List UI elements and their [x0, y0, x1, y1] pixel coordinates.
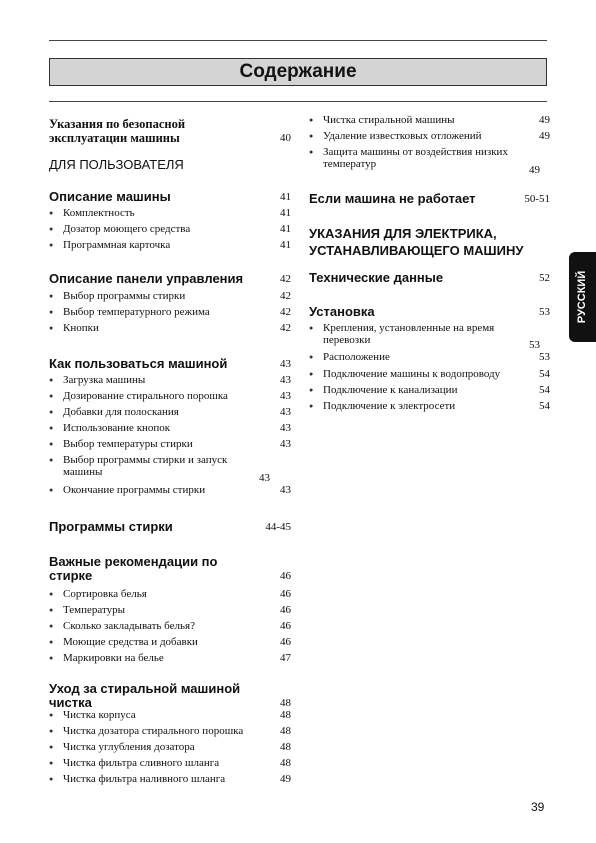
toc-item[interactable]: ● Маркировки на белье 47 — [49, 652, 291, 664]
page-number: 39 — [531, 800, 545, 814]
toc-heading-title: Установка — [309, 304, 375, 319]
toc-item[interactable]: ● Подключение к канализации 54 — [309, 384, 550, 396]
toc-item[interactable]: ● Чистка корпуса 48 — [49, 709, 291, 721]
toc-heading-title: Описание машины — [49, 189, 171, 204]
toc-item[interactable]: ● Выбор температуры стирки 43 — [49, 438, 291, 450]
title-underline — [49, 101, 547, 102]
bullet-icon: ● — [49, 590, 54, 598]
toc-item[interactable]: ● Расположение 53 — [309, 351, 550, 363]
bullet-icon: ● — [49, 324, 54, 332]
bullet-icon: ● — [49, 654, 54, 662]
toc-heading-title: Программы стирки — [49, 519, 173, 534]
section-header-user: ДЛЯ ПОЛЬЗОВАТЕЛЯ — [49, 157, 184, 172]
toc-item[interactable]: ● Крепления, установленные на время перевозки 53 — [309, 322, 540, 351]
toc-item[interactable]: ● Чистка фильтра сливного шланга 48 — [49, 757, 291, 769]
toc-list-care — [49, 709, 291, 789]
bullet-icon: ● — [49, 424, 54, 432]
toc-heading-usage[interactable] — [49, 357, 291, 371]
toc-item[interactable]: ● Сколько закладывать белья? 46 — [49, 620, 291, 632]
toc-heading-title: Если машина не работает — [309, 191, 476, 206]
toc-page: 53 — [539, 306, 550, 318]
toc-item[interactable]: ● Чистка углубления дозатора 48 — [49, 741, 291, 753]
bullet-icon: ● — [309, 402, 314, 410]
toc-heading-title: Описание панели управления — [49, 271, 244, 286]
toc-item[interactable]: ● Выбор программы стирки и запуск машины 43 — [49, 454, 270, 484]
top-rule — [49, 40, 547, 41]
bullet-icon: ● — [309, 370, 314, 378]
toc-heading-install[interactable] — [309, 305, 550, 319]
bullet-icon: ● — [309, 386, 314, 394]
bullet-icon: ● — [49, 376, 54, 384]
bullet-icon: ● — [309, 132, 314, 140]
toc-page: 43 — [280, 358, 291, 370]
bullet-icon: ● — [49, 486, 54, 494]
toc-heading-programs[interactable] — [49, 520, 291, 534]
toc-list-panel — [49, 290, 291, 338]
toc-item[interactable]: ● Выбор программы стирки 42 — [49, 290, 291, 302]
toc-page: 44-45 — [265, 521, 291, 533]
toc-item[interactable]: ● Моющие средства и добавки 46 — [49, 636, 291, 648]
toc-item[interactable]: ● Использование кнопок 43 — [49, 422, 291, 434]
toc-item[interactable]: ● Окончание программы стирки 43 — [49, 484, 291, 496]
toc-list-recommendations — [49, 588, 291, 668]
toc-item[interactable]: ● Чистка стиральной машины 49 — [309, 114, 550, 126]
toc-item[interactable]: ● Подключение к электросети 54 — [309, 400, 550, 412]
toc-heading-title: Как пользоваться машиной — [49, 356, 228, 371]
toc-list-machine — [49, 207, 291, 255]
toc-page: 40 — [280, 132, 291, 144]
bullet-icon: ● — [49, 606, 54, 614]
bullet-icon: ● — [49, 622, 54, 630]
toc-page: 42 — [280, 273, 291, 285]
section-header-electrician: УКАЗАНИЯ ДЛЯ ЭЛЕКТРИКА, УСТАНАВЛИВАЮЩЕГО МАШИНУ — [309, 226, 524, 258]
toc-item[interactable]: ● Дозатор моющего средства 41 — [49, 223, 291, 235]
bullet-icon: ● — [49, 759, 54, 767]
bullet-icon: ● — [49, 727, 54, 735]
toc-heading-recommendations[interactable] — [49, 555, 291, 583]
bullet-icon: ● — [49, 456, 54, 464]
toc-page: 48 — [280, 697, 291, 709]
bullet-icon: ● — [309, 324, 314, 332]
toc-item[interactable]: ● Защита машины от воздействия низких температур 49 — [309, 146, 540, 176]
toc-item[interactable]: ● Температуры 46 — [49, 604, 291, 616]
toc-page: 41 — [280, 191, 291, 203]
toc-item[interactable]: ● Подключение машины к водопроводу 54 — [309, 368, 550, 380]
toc-heading-tech[interactable] — [309, 271, 550, 285]
toc-list-care-continued — [309, 114, 550, 176]
bullet-icon: ● — [49, 408, 54, 416]
bullet-icon: ● — [309, 353, 314, 361]
toc-heading-title: Технические данные — [309, 270, 444, 285]
bullet-icon: ● — [49, 241, 54, 249]
page-title: Содержание — [49, 58, 547, 86]
toc-item[interactable]: ● Загрузка машины 43 — [49, 374, 291, 386]
toc-list-install — [309, 322, 550, 416]
toc-item[interactable]: ● Кнопки 42 — [49, 322, 291, 334]
toc-item[interactable]: ● Чистка дозатора стирального порошка 48 — [49, 725, 291, 737]
toc-item[interactable]: ● Программная карточка 41 — [49, 239, 291, 251]
toc-item[interactable]: ● Выбор температурного режима 42 — [49, 306, 291, 318]
toc-page: 50-51 — [524, 193, 550, 205]
bullet-icon: ● — [309, 148, 314, 156]
toc-heading-title: Уход за стиральной машиной чистка — [49, 681, 241, 710]
toc-heading-trouble[interactable] — [309, 192, 550, 206]
bullet-icon: ● — [309, 116, 314, 124]
toc-item[interactable]: ● Добавки для полоскания 43 — [49, 406, 291, 418]
toc-entry-safety[interactable] — [49, 117, 291, 145]
bullet-icon: ● — [49, 440, 54, 448]
toc-page: 46 — [280, 570, 291, 582]
bullet-icon: ● — [49, 392, 54, 400]
bullet-icon: ● — [49, 743, 54, 751]
toc-item[interactable]: ● Дозирование стирального порошка 43 — [49, 390, 291, 402]
bullet-icon: ● — [49, 775, 54, 783]
toc-item[interactable]: ● Удаление известковых отложений 49 — [309, 130, 550, 142]
toc-item[interactable]: ● Чистка фильтра наливного шланга 49 — [49, 773, 291, 785]
bullet-icon: ● — [49, 209, 54, 217]
toc-page: 52 — [539, 272, 550, 284]
toc-heading-machine[interactable] — [49, 190, 291, 204]
toc-heading-title: Важные рекомендации по стирке — [49, 554, 218, 583]
toc-heading-care[interactable] — [49, 682, 291, 710]
toc-entry-title: Указания по безопасной эксплуатации машины — [49, 117, 186, 145]
toc-heading-panel[interactable] — [49, 272, 291, 286]
bullet-icon: ● — [49, 308, 54, 316]
bullet-icon: ● — [49, 225, 54, 233]
toc-item[interactable]: ● Комплектность 41 — [49, 207, 291, 219]
toc-item[interactable]: ● Сортировка белья 46 — [49, 588, 291, 600]
toc-list-usage — [49, 374, 291, 500]
bullet-icon: ● — [49, 638, 54, 646]
bullet-icon: ● — [49, 292, 54, 300]
language-tab: РУССКИЙ — [569, 252, 596, 342]
bullet-icon: ● — [49, 711, 54, 719]
